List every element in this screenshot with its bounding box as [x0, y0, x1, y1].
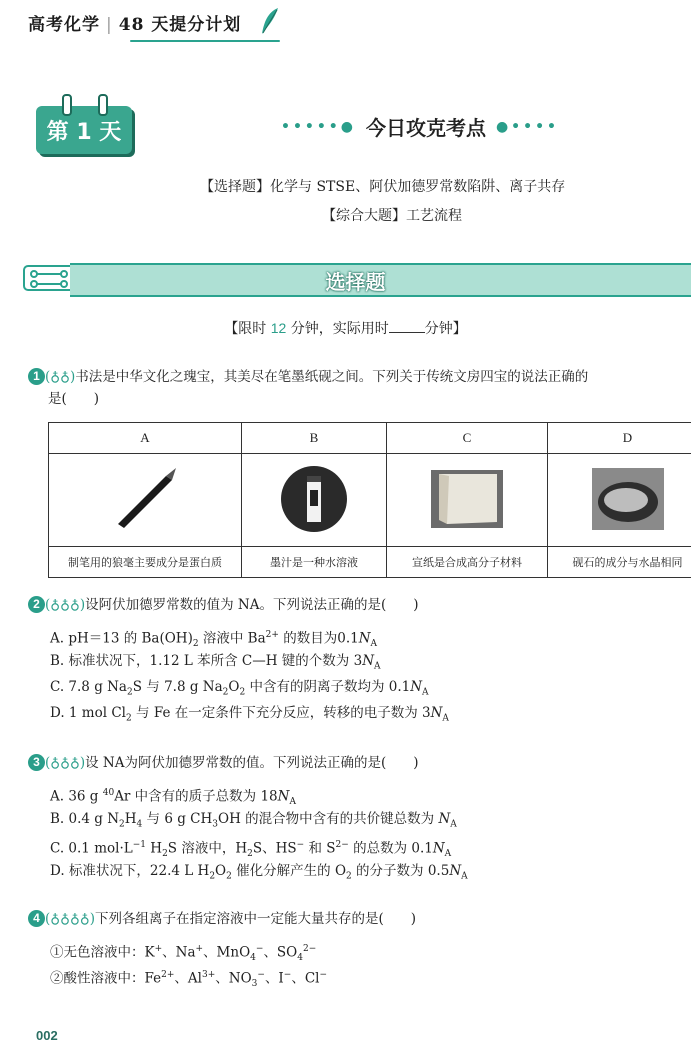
time-limit: 【限时 12 分钟，实际用时 分钟】: [224, 320, 467, 337]
question-4: [28, 908, 416, 930]
option-header: C: [387, 423, 548, 454]
paper-icon: [427, 464, 507, 534]
section-banner: [20, 260, 691, 296]
header-title: 48 天提分计划: [118, 15, 242, 35]
question-stem: 设 NA为阿伏加德罗常数的值。下列说法正确的是( ): [85, 755, 419, 771]
question-number: 1: [28, 368, 45, 385]
difficulty-icon: (♁♁♁♁): [45, 911, 96, 927]
header-subject: 高考化学: [28, 15, 100, 35]
question-2: [28, 594, 419, 616]
option-caption: 宣纸是合成高分子材料: [387, 547, 548, 578]
question-stem: 书法是中华文化之瑰宝，其美尽在笔墨纸砚之间。下列关于传统文房四宝的说法正确的: [75, 369, 589, 385]
ink-bottle-icon: [279, 464, 349, 534]
book-header: 高考化学 | 48 天提分计划: [28, 15, 242, 35]
option-a: A. pH＝13 的 $Ba(OH)_2$ 溶液中 $Ba^{2+}$ 的数目为$0.1N_A$: [50, 630, 378, 650]
question-stem-cont: 是( ): [48, 391, 100, 407]
section-title-text: 今日攻克考点: [365, 116, 486, 140]
option-c: C. 0.1 $mol\cdot L^{-1}$ $H_2S$ 溶液中，$H_2S$、HS− 和 $S^{2-}$ 的总数为 $0.1N_A$: [50, 840, 452, 860]
topics-comprehensive: 【综合大题】工艺流程: [322, 208, 462, 224]
paper-image: [387, 454, 548, 547]
question-number: 2: [28, 596, 45, 613]
calendar-ring-icon: [98, 94, 108, 116]
option-b: B. 标准状况下，1.12 L 苯所含 C—H 键的个数为 $3N_A$: [50, 653, 381, 672]
question-stem: 下列各组离子在指定溶液中一定能大量共存的是( ): [95, 911, 417, 927]
inkstone-image: [548, 454, 691, 547]
brush-image: [49, 454, 242, 547]
option-caption: 墨汁是一种水溶液: [242, 547, 387, 578]
question-3: [28, 752, 419, 774]
option-caption: 制笔用的狼毫主要成分是蛋白质: [49, 547, 242, 578]
difficulty-icon: (♁♁♁): [45, 755, 86, 771]
time-minutes: 12: [270, 320, 287, 336]
ion-group-2: ②酸性溶液中：$Fe^{2+}$、$Al^{3+}$、$NO_3^-$、I−、Cl−: [50, 970, 328, 990]
option-header: A: [49, 423, 242, 454]
page-number: 002: [36, 1028, 58, 1043]
day-badge: [36, 106, 132, 154]
option-caption: 砚石的成分与水晶相同: [548, 547, 691, 578]
section-title: [260, 112, 580, 141]
question-1: [28, 366, 691, 410]
option-d: D. 标准状况下，22.4 L $H_2O_2$ 催化分解产生的 $O_2$ 的分子数为 $0.5N_A$: [50, 863, 468, 882]
dots-right-icon: ●••••: [495, 118, 559, 135]
ion-group-1: ①无色溶液中：K+、Na+、MnO$_4$−、$SO_4^{2-}$: [50, 944, 317, 964]
question-number: 3: [28, 754, 45, 771]
dots-left-icon: •••••●: [281, 118, 356, 135]
option-b: B. 0.4 g $N_2H_4$ 与 6 g $CH_3OH$ 的混合物中含有的共价键总数为 $N_A$: [50, 811, 457, 830]
option-d: D. 1 mol $Cl_2$ 与 Fe 在一定条件下充分反应，转移的电子数为 $3N_A$: [50, 705, 449, 724]
option-header: B: [242, 423, 387, 454]
header-underline: [130, 40, 280, 42]
inkstone-icon: [588, 464, 668, 534]
banner-label: 选择题: [325, 270, 386, 294]
difficulty-icon: (♁♁): [45, 369, 76, 385]
option-header: D: [548, 423, 691, 454]
brush-icon: [110, 464, 180, 534]
difficulty-icon: (♁♁♁): [45, 597, 86, 613]
ink-image: [242, 454, 387, 547]
question-stem: 设阿伏加德罗常数的值为 NA。下列说法正确的是( ): [85, 597, 419, 613]
calendar-ring-icon: [62, 94, 72, 116]
option-a: A. 36 g $^{40}$Ar 中含有的质子总数为 $18N_A$: [50, 788, 296, 808]
day-label: 第 1 天: [46, 119, 122, 145]
option-c: C. 7.8 g $Na_2S$ 与 7.8 g $Na_2O_2$ 中含有的阴离子数均为 $0.1N_A$: [50, 679, 429, 698]
feather-icon: [258, 6, 282, 36]
options-table: [48, 422, 691, 578]
question-number: 4: [28, 910, 45, 927]
actual-time-blank[interactable]: [389, 320, 425, 333]
topics-choice: 【选择题】化学与 STSE、阿伏加德罗常数陷阱、离子共存: [200, 179, 566, 195]
